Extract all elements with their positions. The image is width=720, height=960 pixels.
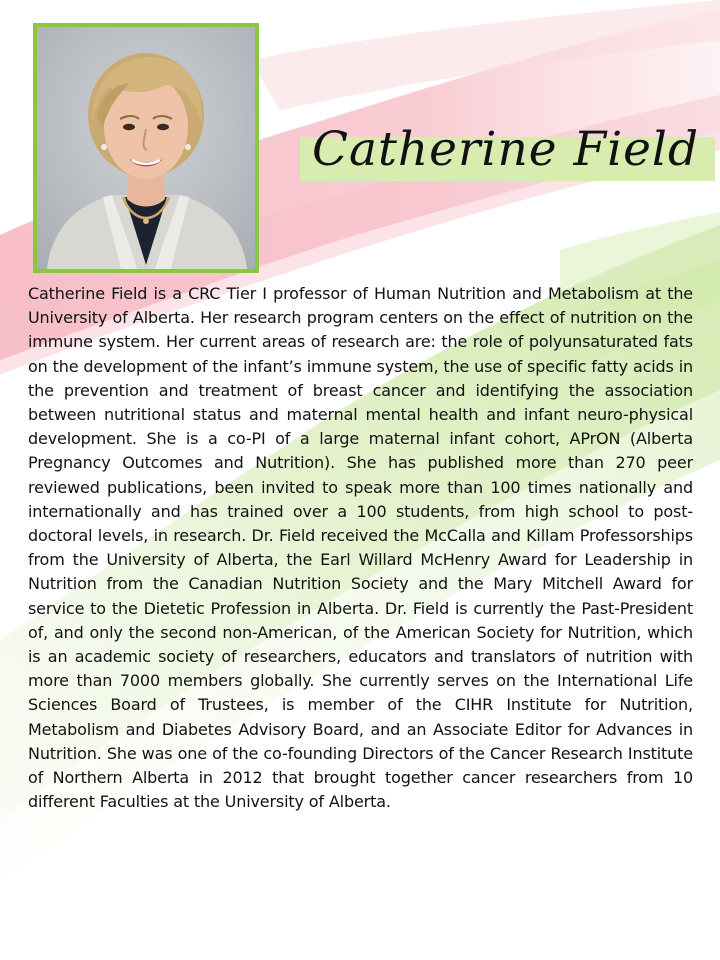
person-name-heading: Catherine Field — [312, 122, 700, 177]
biography-paragraph: Catherine Field is a CRC Tier I professor of Human Nutrition and Metabolism at the University of Alberta. Her research program centers on the effect of nutrition on the immune system. Her current areas of research are: the role of polyunsaturated fats on the development of the infant’s immune system, the use of specific fatty acids in the prevention and treatment of breast cancer and identifying the association between nutritional status and maternal mental health and infant neuro-physical development. She is a co-PI of a large maternal infant cohort, APrON (Alberta Pregnancy Outcomes and Nutrition). She has published more than 270 peer reviewed publications, been invited to speak more than 100 times nationally and internationally and has trained over a 100 students, from high school to post-doctoral levels, in research. Dr. Field received the McCalla and Killam Professorships from the University of Alberta, the Earl Willard McHenry Award for Leadership in Nutrition from the Canadian Nutrition Society and the Mary Mitchell Award for service to the Dietetic Profession in Alberta. Dr. Field is currently the Past-President of, and only the second non-American, of the American Society for Nutrition, which is an academic society of researchers, educators and translators of nutrition with more than 7000 members globally. She currently serves on the International Life Sciences Board of Trustees, is member of the CIHR Institute for Nutrition, Metabolism and Diabetes Advisory Board, and an Associate Editor for Advances in Nutrition. She was one of the co-founding Directors of the Cancer Research Institute of Northern Alberta in 2012 that brought together cancer researchers from 10 different Faculties at the University of Alberta. — [28, 284, 693, 812]
portrait-illustration — [37, 27, 255, 269]
profile-photo — [33, 23, 259, 273]
